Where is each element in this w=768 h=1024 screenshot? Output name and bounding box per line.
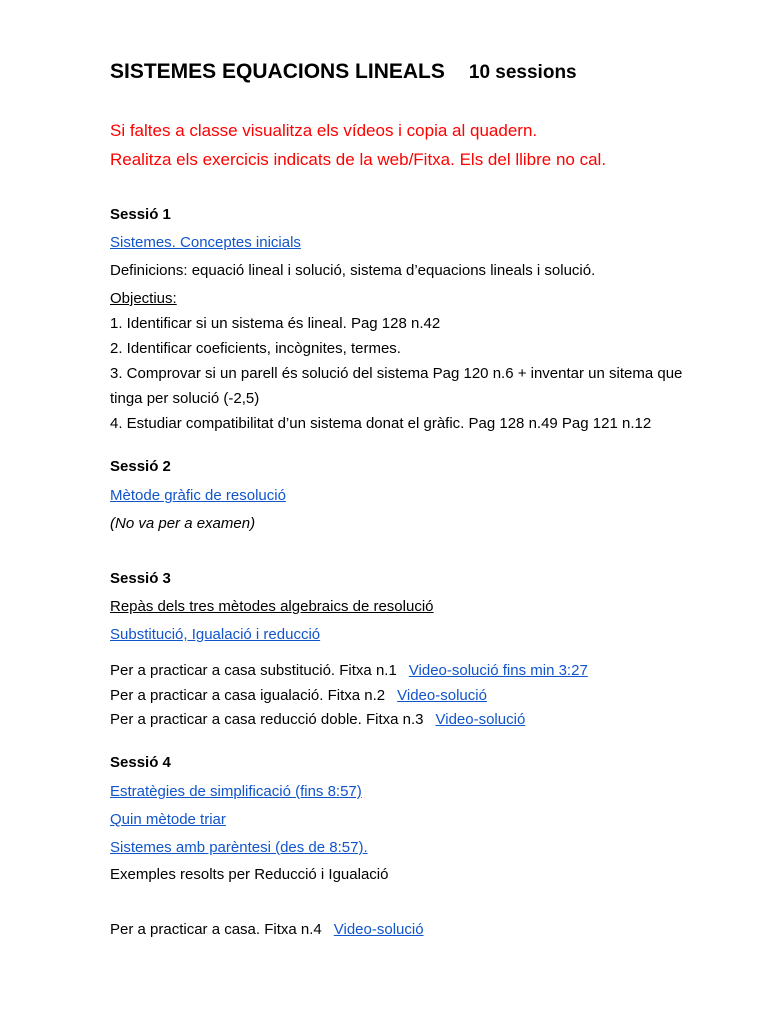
video-solution-link[interactable]: Video-solució [435,711,526,728]
objective-1: 1. Identificar si un sistema és lineal. Pag 128 n.42 [110,315,441,332]
session-3-review: Repàs dels tres mètodes algebraics de resolució [110,598,434,615]
session-4-heading: Sessió 4 [110,754,171,771]
session-2-heading: Sessió 2 [110,458,171,475]
practice-row [110,921,424,938]
page-title [110,60,577,84]
notice-line-1: Si faltes a classe visualitza els vídeos i copia al quadern. [110,121,538,140]
session-1-definitions: Definicions: equació lineal i solució, sistema d’equacions lineals i solució. [110,262,596,279]
session-4-link-parentheses[interactable]: Sistemes amb parèntesi (des de 8:57). [110,839,368,856]
notice-line-2: Realitza els exercicis indicats de la web/Fitxa. Els del llibre no cal. [110,150,607,169]
practice-text: Per a practicar a casa igualació. Fitxa n.2 [110,687,386,704]
session-4-examples: Exemples resolts per Reducció i Igualació [110,866,389,883]
practice-row [110,662,588,679]
practice-row [110,711,525,728]
objective-4: 4. Estudiar compatibilitat d’un sistema donat el gràfic. Pag 128 n.49 Pag 121 n.12 [110,415,652,432]
session-3-link[interactable]: Substitució, Igualació i reducció [110,626,321,643]
session-4-link-strategies[interactable]: Estratègies de simplificació (fins 8:57) [110,783,362,800]
session-1-link[interactable]: Sistemes. Conceptes inicials [110,234,301,251]
objective-2: 2. Identificar coeficients, incògnites, termes. [110,340,401,357]
practice-text: Per a practicar a casa reducció doble. Fitxa n.3 [110,711,424,728]
sessions-label: 10 sessions [468,62,577,83]
practice-row [110,687,487,704]
session-2-note: (No va per a examen) [110,515,256,532]
session-3-heading: Sessió 3 [110,570,171,587]
video-solution-link[interactable]: Video-solució [333,921,424,938]
video-solution-link[interactable]: Video-solució [397,687,487,704]
session-2-link[interactable]: Mètode gràfic de resolució [110,487,286,504]
objectives-label: Objectius: [110,290,177,307]
session-1-heading: Sessió 1 [110,206,171,223]
objective-3: 3. Comprovar si un parell és solució del sistema Pag 120 n.6 + inventar un sitema que tinga per solució (-2,5) [110,365,683,407]
practice-text: Per a practicar a casa substitució. Fitxa n.1 [110,662,397,679]
title-text: SISTEMES EQUACIONS LINEALS [110,60,445,83]
session-4-link-method[interactable]: Quin mètode triar [110,811,226,828]
video-solution-link[interactable]: Video-solució fins min 3:27 [408,662,588,679]
practice-text: Per a practicar a casa. Fitxa n.4 [110,921,322,938]
